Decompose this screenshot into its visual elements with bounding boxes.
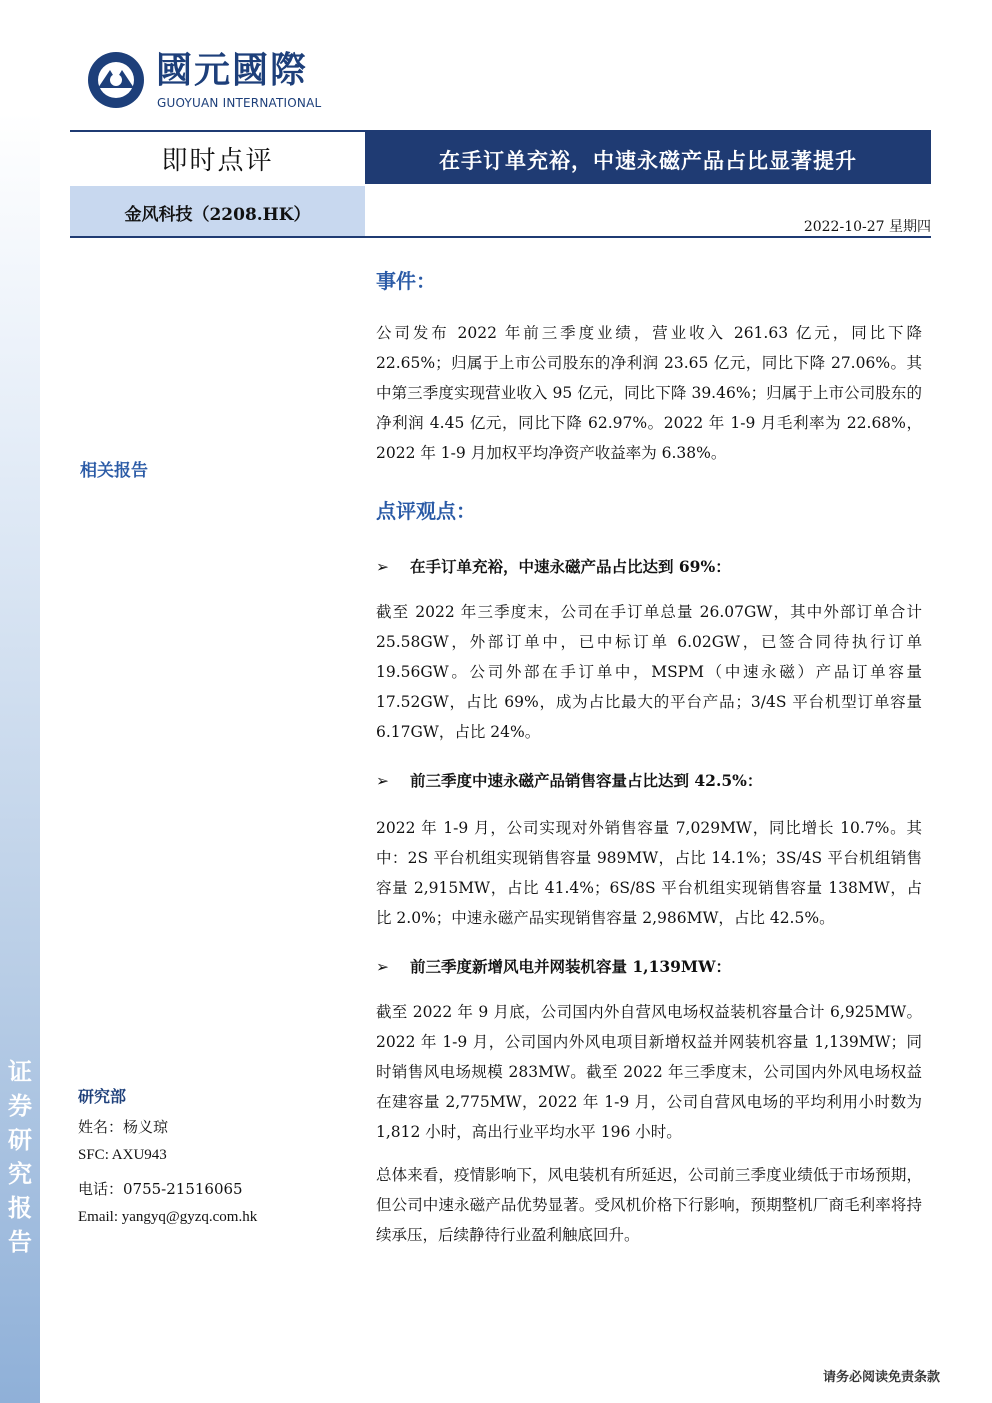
point-paragraph: 截至 2022 年三季度末，公司在手订单总量 26.07GW，其中外部订单合计 25.58GW，外部订单中，已中标订单 6.02GW，已签合同待执行订单 19.56GW。公司外部在手订单中，MSPM（中速永磁）产品订单容量 17.52GW，占比 69%，成为占比最大的平台产品；3/4S 平台机型订单容量 6.17GW，占比 24%。: [376, 603, 922, 741]
summary-paragraph: 总体来看，疫情影响下，风电装机有所延迟，公司前三季度业绩低于市场预期，但公司中速永磁产品优势显著。受风机价格下行影响，预期整机厂商毛利率将持续承压，后续静待行业盈利触底回升。: [376, 1166, 922, 1244]
point-paragraph: 2022 年 1-9 月，公司实现对外销售容量 7,029MW，同比增长 10.7%。其中：2S 平台机组实现销售容量 989MW，占比 14.1%；3S/4S 平台机组销售容量 2,915MW，占比 41.4%；6S/8S 平台机组实现销售容量 138MW，占比 2.0%；中速永磁产品实现销售容量 2,986MW，占比 42.5%。: [376, 819, 922, 927]
point-heading: ➢ 前三季度新增风电并网装机容量 1,139MW：: [376, 957, 731, 976]
analyst-phone: 电话：0755-21516065: [78, 1180, 243, 1198]
report-date: 2022-10-27 星期四: [803, 219, 931, 235]
arrow-icon: ➢: [376, 958, 389, 976]
vertical-char: 研: [8, 1125, 32, 1154]
vertical-char: 报: [8, 1193, 32, 1222]
header-bottom-rule: [70, 236, 931, 238]
report-type: 即时点评: [161, 146, 274, 176]
analyst-name: 姓名：杨义琼: [78, 1118, 169, 1136]
arrow-icon: ➢: [376, 558, 389, 576]
vertical-caption: [0, 1055, 40, 1259]
disclaimer-note: 请务必阅读免责条款: [822, 1370, 940, 1385]
point-heading: ➢ 在手订单充裕，中速永磁产品占比达到 69%：: [376, 557, 731, 576]
vertical-char: 券: [8, 1091, 32, 1120]
report-title: 在手订单充裕，中速永磁产品占比显著提升: [439, 148, 857, 173]
event-heading: 事件：: [376, 269, 436, 293]
analyst-email[interactable]: Email: yangyq@gyzq.com.hk: [78, 1209, 258, 1225]
event-paragraph: 公司发布 2022 年前三季度业绩，营业收入 261.63 亿元，同比下降 22.65%；归属于上市公司股东的净利润 23.65 亿元，同比下降 27.06%。其中第三季度实现营业收入 95 亿元，同比下降 39.46%；归属于上市公司股东的净利润 4.45 亿元，同比下降 62.97%。2022 年 1-9 月毛利率为 22.68%，2022 年 1-9 月加权平均净资产收益率为 6.38%。: [376, 324, 922, 462]
related-reports-label: 相关报告: [80, 461, 148, 481]
stock-name: 金风科技（2208.HK）: [124, 205, 311, 225]
view-heading: 点评观点：: [376, 499, 476, 523]
vertical-char: 证: [8, 1057, 32, 1086]
brand-name-cn: 國元國際: [156, 50, 309, 91]
arrow-icon: ➢: [376, 772, 389, 790]
vertical-char: 告: [8, 1227, 32, 1256]
research-dept: 研究部: [78, 1087, 127, 1106]
analyst-sfc: SFC: AXU943: [78, 1147, 167, 1163]
brand-name-en: GUOYUAN INTERNATIONAL: [157, 96, 322, 110]
point-paragraph: 截至 2022 年 9 月底，公司国内外自营风电场权益装机容量合计 6,925MW。2022 年 1-9 月，公司国内外风电项目新增权益并网装机容量 1,139MW；同时销售风电场规模 283MW。截至 2022 年三季度末，公司国内外风电场权益在建容量 2,775MW，2022 年 1-9 月，公司自营风电场的平均利用小时数为 1,812 小时，高出行业平均水平 196 小时。: [376, 1003, 922, 1141]
point-heading: ➢ 前三季度中速永磁产品销售容量占比达到 42.5%：: [376, 771, 763, 790]
vertical-char: 究: [8, 1159, 32, 1188]
